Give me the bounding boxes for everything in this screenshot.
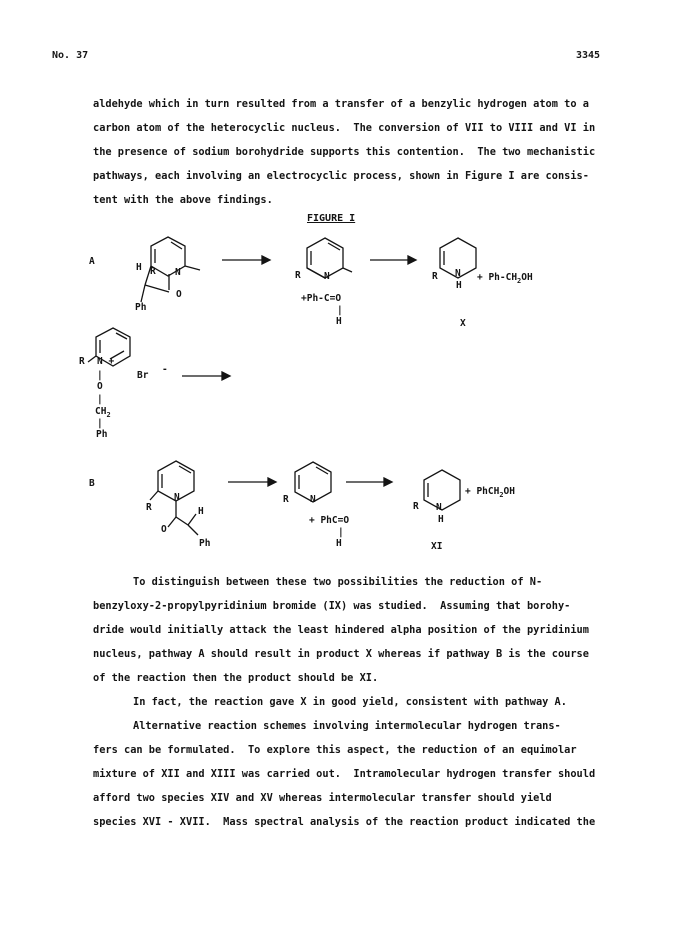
atom-label-R: R [150,266,156,277]
text-line: carbon atom of the heterocyclic nucleus. The conversion of VII to VIII and VI in [93,122,596,134]
arrow-b2-head [384,478,392,486]
pathway-a-label: A [89,256,95,267]
text-line: species XVI - XVII. Mass spectral analysis of the reaction product indicated the [93,816,596,828]
arrow-b1-head [268,478,276,486]
atom-label-O: O [176,289,182,300]
paragraph-intro [93,92,623,212]
atom-label-N: N [436,502,442,513]
group-CH2: $CH_2$ [95,406,111,419]
atom-label-R: R [413,501,419,512]
text-line: To distinguish between these two possibilities the reduction of N- [133,576,543,588]
atom-label-R: R [295,270,301,281]
paragraph-distinguish [93,570,623,690]
text-line: fers can be formulated. To explore this aspect, the reduction of an equimolar [93,744,577,756]
paragraph-alternative [93,714,623,834]
journal-issue-number: No. 37 [52,50,89,61]
bond-O-CH2: | [97,394,103,405]
atom-label-N: N [310,494,316,505]
figure-title: FIGURE I [307,213,356,224]
atom-label-O: O [161,524,167,535]
text-line: aldehyde which in turn resulted from a transfer of a benzylic hydrogen atom to a [93,98,589,110]
bond-CH2-Ph: | [97,418,103,429]
text-line: Alternative reaction schemes involving intermolecular hydrogen trans- [133,720,561,732]
atom-label-N: N [455,268,461,279]
atom-label-H: H [456,280,462,291]
bond-N-O: | [97,370,103,381]
benzyl-alcohol-formula: + PhCH$_2$OH [465,486,515,499]
text-line: afford two species XIV and XV whereas intermolecular transfer should yield [93,792,552,804]
page-number: 3345 [576,50,601,61]
atom-label-Ph: Ph [199,538,211,549]
text-line: benzyloxy-2-propylpyridinium bromide (IX) was studied. Assuming that borohy- [93,600,571,612]
compound-label-X: X [460,318,466,329]
text-line: mixture of XII and XIII was carried out. Intramolecular hydrogen transfer should [93,768,596,780]
atom-label-R: R [79,356,85,367]
atom-label-Ph: Ph [135,302,147,313]
aldehyde-H: H [336,316,342,327]
atom-label-H: H [198,506,204,517]
text-line: nucleus, pathway A should result in product X whereas if pathway B is the course [93,648,589,660]
atom-label-H: H [438,514,444,525]
atom-label-Ph: Ph [96,429,108,440]
text-line: the presence of sodium borohydride supports this contention. The two mechanistic [93,146,596,158]
atom-label-N: N [174,492,180,503]
structure-b-product [424,470,460,510]
aldehyde-formula: + PhC=O [309,515,350,526]
text-line: tent with the above findings. [93,194,273,206]
text-line: dride would initially attack the least hindered alpha position of the pyridinium [93,624,589,636]
compound-label-XI: XI [431,541,443,552]
atom-label-R: R [146,502,152,513]
atom-label-H: H [136,262,142,273]
pathway-b-label: B [89,478,95,489]
arrow-salt-head [222,372,230,380]
arrow-a1-head [262,256,270,264]
atom-label-O: O [97,381,103,392]
paragraph-result [93,690,623,714]
aldehyde-bond: | [337,305,343,316]
aldehyde-H: H [336,538,342,549]
atom-label-R: R [432,271,438,282]
text-line: of the reaction then the product should be XI. [93,672,379,684]
aldehyde-formula: +Ph-C=O [301,293,342,304]
atom-label-N: N [324,271,330,282]
atom-label-R: R [283,494,289,505]
aldehyde-bond: | [338,527,344,538]
benzyl-alcohol-formula: + $Ph-CH_2OH$ [477,272,533,285]
bromide-charge: - [162,364,168,375]
text-line: pathways, each involving an electrocyclic process, shown in Figure I are consis- [93,170,589,182]
bromide-counterion: Br [137,370,149,381]
arrow-a2-head [408,256,416,264]
atom-label-N-plus: N + [97,356,115,367]
text-line: In fact, the reaction gave X in good yield, consistent with pathway A. [133,696,567,708]
atom-label-N: N [175,267,181,278]
